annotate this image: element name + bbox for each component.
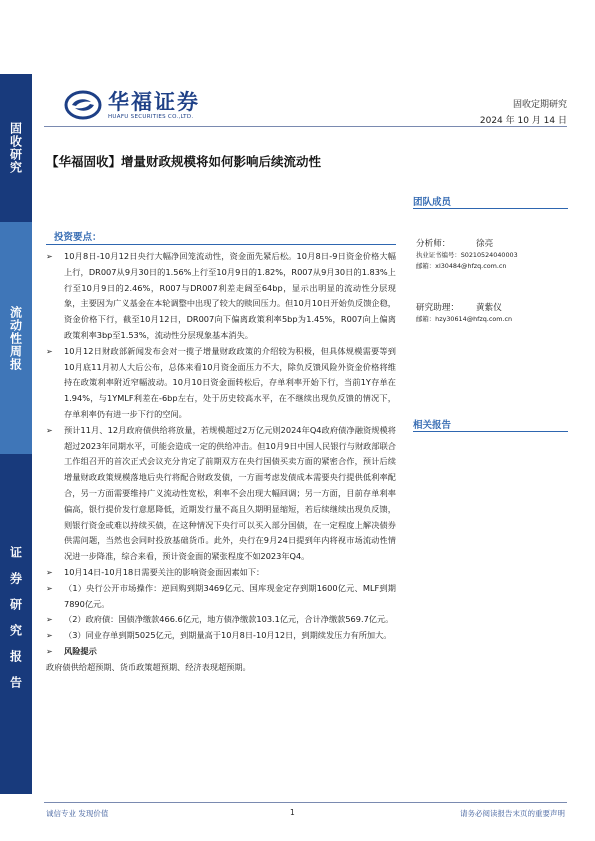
factor-text: （2）政府债：国债净缴款466.6亿元，地方债净缴款103.1亿元，合计净缴款569.7亿元。 (64, 614, 394, 625)
bullet-arrow-icon: ➢ (46, 346, 53, 356)
bullet-arrow-icon: ➢ (46, 615, 53, 625)
sidebar-segment-research: 固收研究 (0, 74, 32, 222)
factor-item (46, 612, 396, 628)
left-sidebar (0, 74, 32, 794)
page-number: 1 (290, 808, 295, 817)
bullet-arrow-icon: ➢ (46, 425, 53, 435)
key-point-item (46, 565, 396, 581)
factor-item (46, 581, 396, 613)
key-point-text: 10月12日财政部新闻发布会对一揽子增量财政政策的介绍较为积极，但具体规模需要等到10月底11月初人大后公布，总体来看10月资金面压力不大，除负反馈风险外资金价格将维持在政策利率附近窄幅波动。10月10日资金面转松后，存单利率开始下行，当前1Y存单在1.94%，与1YMLF利差在-6bp左右，处于历史较高水平，在不继续出现负反馈的情况下，存单利率仍有进一步下行的空间。 (64, 345, 396, 419)
analyst-cert: 执业证书编号：S0210524040003 (416, 251, 518, 259)
analyst-email[interactable]: 邮箱：hzy30614@hfzq.com.cn (416, 315, 513, 323)
report-title: 【华福固收】增量财政规模将如何影响后续流动性 (46, 154, 322, 169)
team-divider (413, 208, 568, 209)
bullet-arrow-icon: ➢ (46, 583, 53, 593)
analyst-role: 研究助理： (416, 303, 459, 313)
bullet-arrow-icon: ➢ (46, 631, 53, 641)
factor-text: （1）央行公开市场操作：逆回购到期3469亿元、国库现金定存到期1600亿元、MLF到期7890亿元。 (64, 582, 396, 609)
factor-text: （3）同业存单到期5025亿元，到期量高于10月8日-10月12日，到期续发压力有所加大。 (64, 630, 392, 641)
factor-item (46, 628, 396, 644)
footer-divider (44, 802, 567, 803)
key-point-item (46, 249, 396, 344)
analyst-email[interactable]: 邮箱：xl30484@hfzq.com.cn (416, 262, 507, 270)
key-point-text: 预计11月、12月政府债供给将放量，若规模超过2万亿元则2024年Q4政府债净融资规模将超过2023年同期水平，可能会造成一定的供给冲击。但10月9日中国人民银行与财政部联合工作组召开的首次正式会议充分肯定了前期双方在央行国债买卖方面的紧密合作，预计后续增量财政政策规模落地后央行将配合财政发债，一方面考虑发债成本需要央行提供低利率配合，另一方面需要维持广义流动性宽松，利率不会出现大幅回调；另一方面，目前存单利率偏高，银行提价发行意愿降低，近期发行量不高且久期明显缩短，若后续继续出现负反馈，则银行资金或难以持续买债，在这种情况下央行可以买入部分国债，在一定程度上解决债券供需问题，当然也会同时投放基础货币。此外，央行在9月24日提到年内将视市场流动性情况进一步降准，综合来看，预计资金面的紧张程度不如2023年Q4。 (64, 424, 396, 562)
footer-disclaimer: 请务必阅读报告末页的重要声明 (460, 809, 565, 818)
related-reports-label: 相关报告 (413, 420, 452, 431)
header-divider (44, 126, 567, 127)
bullet-arrow-icon: ➢ (46, 646, 53, 656)
company-name-en: HUAFU SECURITIES CO.,LTD. (108, 113, 194, 120)
report-type: 固收定期研究 (512, 100, 567, 110)
company-name-cn: 华福证券 (108, 89, 200, 114)
risk-title: 风险提示 (64, 645, 97, 656)
analyst-name: 徐亮 (476, 239, 494, 249)
key-point-text: 10月8日-10月12日央行大幅净回笼流动性，资金面先紧后松。10月8日-9日资金价格大幅上行，DR007从9月30日的1.56%上行至10月9日的1.82%，R007从9月30日的1.83%上行至10月9日的2.46%，R007与DR007利差走阔至64bp，显示出明显的流动性分层现象，主要因为广义基金在本轮调整中出现了较大的赎回压力。但10月10日开始负反馈企稳，资金价格下行，截至10月12日，DR007向下偏离政策利率5bp为1.45%，R007向上偏离政策利率3bp至1.53%，流动性分层现象基本消失。 (64, 251, 396, 340)
analyst-card (416, 238, 518, 272)
risk-body: 政府债供给超预期、货币政策超预期、经济表现超预期。 (46, 661, 251, 672)
footer-slogan: 诚信专业 发现价值 (46, 809, 109, 818)
company-logo (64, 90, 200, 120)
team-label: 团队成员 (413, 197, 452, 208)
sidebar-segment-liquidity-weekly: 流动性周报 (0, 222, 32, 454)
analyst-name: 黄紫仪 (476, 303, 502, 313)
analyst-role: 分析师： (416, 239, 451, 249)
huafu-logo-icon (64, 90, 102, 120)
key-point-item (46, 423, 396, 565)
key-points-content (46, 249, 396, 676)
key-point-text: 10月14日-10月18日需要关注的影响资金面因素如下： (64, 566, 265, 577)
header-meta (480, 97, 567, 129)
risk-heading (46, 644, 396, 660)
analyst-card (416, 302, 512, 325)
key-point-item (46, 344, 396, 423)
key-points-label: 投资要点： (54, 232, 102, 243)
bullet-arrow-icon: ➢ (46, 252, 53, 261)
report-date: 2024 年 10 月 14 日 (479, 116, 567, 126)
sidebar-segment-securities-report: 证券研究报告 (0, 454, 32, 794)
key-points-divider (46, 244, 396, 245)
related-reports-divider (413, 431, 568, 432)
bullet-arrow-icon: ➢ (46, 567, 53, 577)
